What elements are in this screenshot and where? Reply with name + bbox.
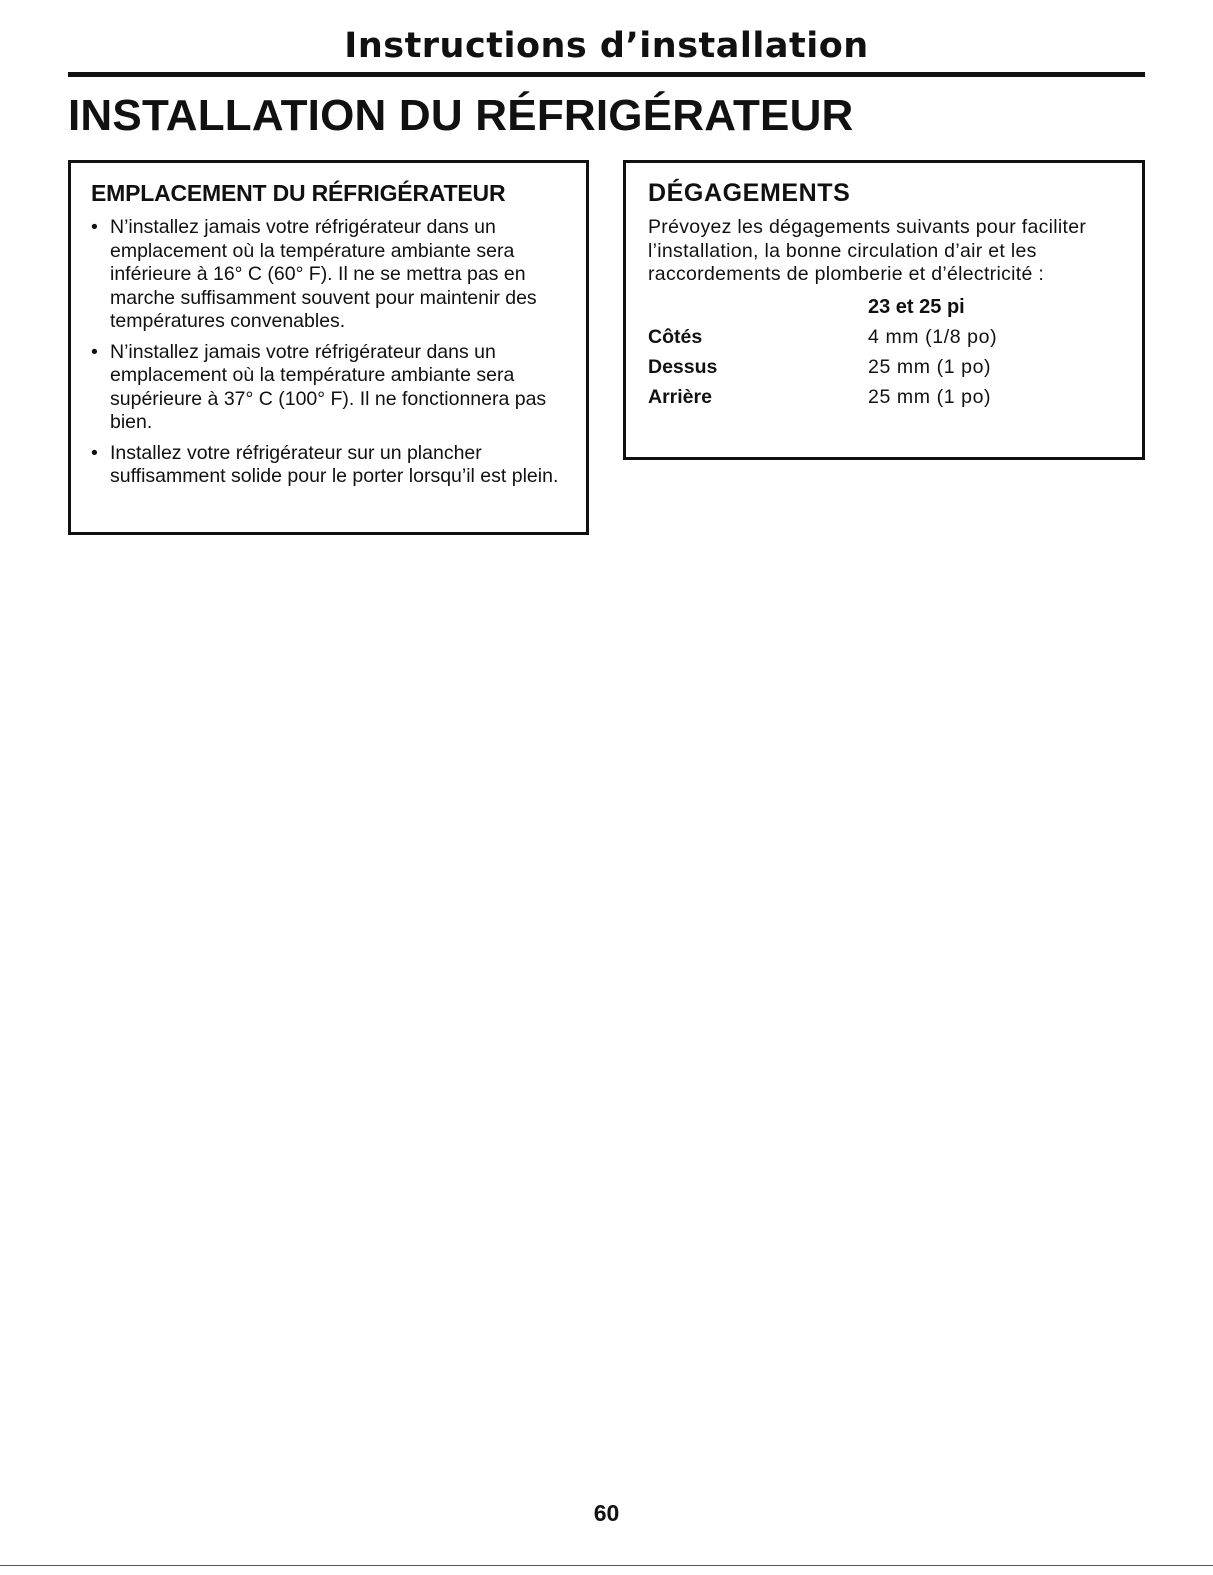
section-heading: INSTALLATION DU RÉFRIGÉRATEUR — [68, 91, 854, 140]
table-row-label: Dessus — [648, 356, 718, 378]
table-row-label: Arrière — [648, 386, 712, 408]
bullet-icon: • — [91, 441, 98, 464]
clearance-box-title: DÉGAGEMENTS — [648, 179, 851, 207]
list-item — [91, 341, 566, 435]
list-item-text: N’installez jamais votre réfrigérateur dans un emplacement où la température ambiante sera inférieure à 16° C (60° F). Il ne se mettra pas en marche suffisamment souvent pour maintenir des températures convenables. — [110, 216, 537, 332]
clearance-intro: Prévoyez les dégagements suivants pour faciliter l’installation, la bonne circulation d’air et les raccordements de plomberie et d’électricité : — [648, 216, 1087, 285]
table-row-value: 25 mm (1 po) — [868, 356, 992, 378]
list-item-text: N’installez jamais votre réfrigérateur dans un emplacement où la température ambiante sera supérieure à 37° C (100° F). Il ne fonctionnera pas bien. — [110, 340, 547, 433]
table-row-value: 25 mm (1 po) — [868, 386, 992, 408]
table-row — [648, 323, 997, 353]
table-header-row — [648, 293, 997, 323]
table-row — [648, 353, 997, 383]
location-bullet-list — [91, 216, 566, 489]
table-header-empty — [648, 293, 868, 323]
table-row-label: Côtés — [648, 326, 703, 348]
table-column-header: 23 et 25 pi — [868, 296, 965, 318]
list-item — [91, 216, 566, 334]
header-divider — [68, 72, 1145, 77]
clearance-table — [648, 293, 997, 413]
location-box-title: EMPLACEMENT DU RÉFRIGÉRATEUR — [91, 180, 506, 206]
bullet-icon: • — [91, 340, 98, 363]
page-number: 60 — [593, 1500, 620, 1526]
document-header-title: Instructions d’installation — [344, 26, 869, 66]
bottom-divider — [0, 1565, 1213, 1566]
list-item — [91, 442, 566, 489]
list-item-text: Installez votre réfrigérateur sur un plancher suffisamment solide pour le porter lorsqu’il est plein. — [110, 441, 559, 487]
clearance-box — [623, 160, 1145, 460]
bullet-icon: • — [91, 216, 98, 238]
location-box — [68, 160, 589, 535]
table-row — [648, 383, 997, 413]
table-row-value: 4 mm (1/8 po) — [868, 326, 998, 348]
